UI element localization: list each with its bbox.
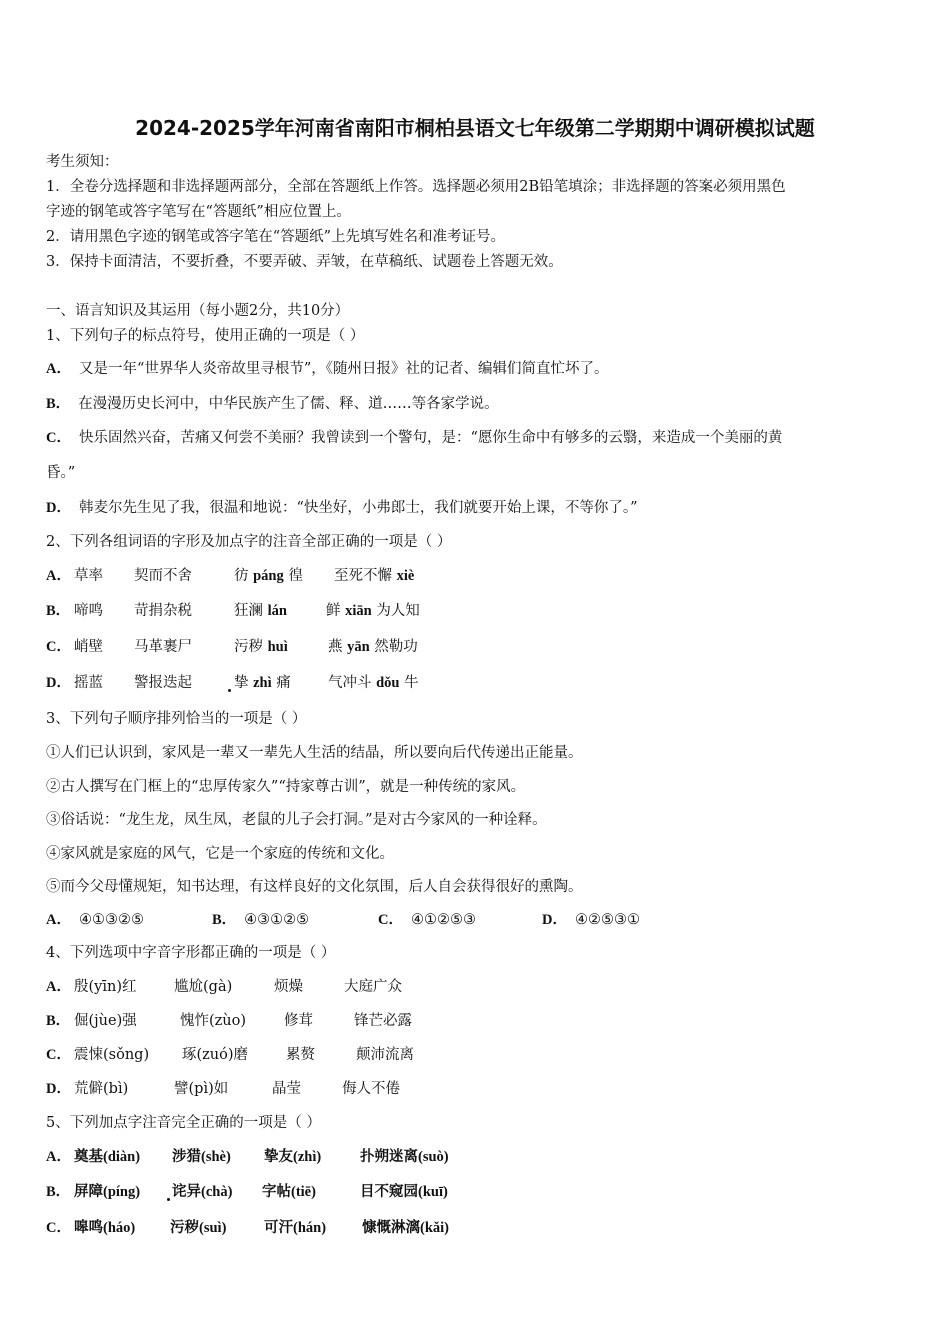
answer-option-a[interactable] bbox=[46, 359, 609, 379]
word: 气冲斗 bbox=[328, 675, 372, 691]
answer-option-c[interactable] bbox=[378, 910, 476, 930]
word: 啼鸣 bbox=[74, 603, 103, 619]
answer-option-d[interactable] bbox=[46, 673, 419, 693]
pinyin: huì bbox=[267, 639, 288, 655]
option-label: B． bbox=[46, 396, 71, 412]
page-title: 2024-2025学年河南省南阳市桐柏县语文七年级第二学期期中调研模拟试题 bbox=[135, 116, 815, 140]
word: 污秽 bbox=[234, 639, 263, 655]
pinyin: xiè bbox=[396, 568, 415, 584]
answer-option-b[interactable] bbox=[46, 1182, 448, 1202]
option-text: ④①②⑤③ bbox=[410, 912, 476, 928]
section-heading: 一、语言知识及其运用（每小题2分，共10分） bbox=[46, 303, 350, 319]
option-label: D． bbox=[46, 675, 71, 691]
sentence: ①人们已认识到，家风是一辈又一辈先人生活的结晶，所以要向后代传递出正能量。 bbox=[46, 745, 583, 761]
pinyin: páng bbox=[253, 568, 284, 584]
word: 污秽(suì) bbox=[170, 1220, 227, 1236]
word: 修茸 bbox=[284, 1013, 313, 1029]
answer-option-a[interactable] bbox=[46, 910, 144, 930]
option-label: D． bbox=[542, 912, 567, 928]
answer-option-c[interactable] bbox=[46, 637, 418, 657]
option-label: C． bbox=[46, 430, 71, 446]
option-text: ④①③②⑤ bbox=[78, 912, 144, 928]
word: 尴尬(gà) bbox=[174, 979, 233, 995]
sentence: ⑤而今父母懂规矩，知书达理，有这样良好的文化氛围，后人自会获得很好的熏陶。 bbox=[46, 879, 583, 895]
word: 狂澜 bbox=[234, 603, 263, 619]
answer-option-d[interactable] bbox=[46, 498, 638, 518]
word: 屏障(píng) bbox=[74, 1184, 141, 1200]
answer-option-b[interactable] bbox=[46, 394, 499, 414]
pinyin: xiān bbox=[345, 603, 372, 619]
answer-option-c[interactable] bbox=[46, 1218, 449, 1238]
option-text: 快乐固然兴奋，苦痛又何尝不美丽？我曾读到一个警句，是：“愿你生命中有够多的云翳，来造成一个美丽的黄 bbox=[78, 430, 783, 446]
word: 可汗(hán) bbox=[264, 1220, 327, 1236]
option-label: C． bbox=[46, 639, 71, 655]
word: 字帖(tiē) bbox=[262, 1184, 316, 1200]
word: 震悚(sǒng) bbox=[74, 1047, 150, 1063]
word: 大庭广众 bbox=[344, 979, 402, 995]
word: 扑朔迷离(suò) bbox=[360, 1149, 449, 1165]
word: 烦燥 bbox=[274, 979, 303, 995]
option-text: 在漫漫历史长河中，中华民族产生了儒、释、道……等各家学说。 bbox=[78, 396, 499, 412]
word: 譬(pì)如 bbox=[174, 1081, 229, 1097]
pinyin: zhì bbox=[253, 675, 272, 691]
option-label: C． bbox=[46, 1220, 71, 1236]
option-label: A． bbox=[46, 912, 71, 928]
word: 摇蓝 bbox=[74, 675, 103, 691]
word: 愧怍(zùo) bbox=[180, 1013, 247, 1029]
notice-item: 3．保持卡面清洁，不要折叠，不要弄破、弄皱，在草稿纸、试题卷上答题无效。 bbox=[46, 254, 563, 270]
word: 彷 bbox=[234, 568, 249, 584]
option-text: 又是一年“世界华人炎帝故里寻根节”，《随州日报》社的记者、编辑们简直忙坏了。 bbox=[78, 361, 609, 377]
question-stem: 2、下列各组词语的字形及加点字的注音全部正确的一项是（ ） bbox=[46, 534, 452, 550]
pinyin: lán bbox=[267, 603, 287, 619]
answer-option-a[interactable] bbox=[46, 566, 415, 586]
answer-option-c[interactable] bbox=[46, 428, 782, 448]
sentence: ③俗话说：“龙生龙，凤生凤，老鼠的儿子会打洞。”是对古今家风的一种诠释。 bbox=[46, 812, 547, 828]
pinyin: yān bbox=[347, 639, 370, 655]
notice-item: 字迹的钢笔或答字笔写在“答题纸”相应位置上。 bbox=[46, 204, 351, 220]
emphasis-dot bbox=[228, 689, 231, 692]
word: 牛 bbox=[404, 675, 419, 691]
option-text-continued: 昏。” bbox=[46, 465, 76, 481]
word: 契而不舍 bbox=[134, 568, 192, 584]
word: 马革裹尸 bbox=[134, 639, 192, 655]
answer-option-b[interactable] bbox=[46, 601, 420, 621]
option-label: A． bbox=[46, 568, 71, 584]
notice-item: 2．请用黑色字迹的钢笔或答字笔在“答题纸”上先填写姓名和准考证号。 bbox=[46, 229, 506, 245]
word: 涉猎(shè) bbox=[172, 1149, 231, 1165]
word: 锋芒必露 bbox=[354, 1013, 412, 1029]
option-label: C． bbox=[46, 1047, 71, 1063]
option-label: A． bbox=[46, 1149, 71, 1165]
word: 至死不懈 bbox=[334, 568, 392, 584]
word: 嗥鸣(háo) bbox=[74, 1220, 136, 1236]
word: 侮人不倦 bbox=[342, 1081, 400, 1097]
option-label: C． bbox=[378, 912, 403, 928]
word: 鲜 bbox=[326, 603, 341, 619]
word: 琢(zuó)磨 bbox=[182, 1047, 249, 1063]
sentence: ②古人撰写在门框上的“忠厚传家久”“持家尊古训”，就是一种传统的家风。 bbox=[46, 779, 526, 795]
question-stem: 1、下列句子的标点符号，使用正确的一项是（ ） bbox=[46, 328, 365, 344]
answer-option-c[interactable] bbox=[46, 1045, 414, 1065]
notice-item: 1．全卷分选择题和非选择题两部分，全部在答题纸上作答。选择题必须用2B铅笔填涂；非选择题的答案必须用黑色 bbox=[46, 179, 786, 195]
answer-option-d[interactable] bbox=[542, 910, 640, 930]
option-label: B． bbox=[212, 912, 237, 928]
word: 徨 bbox=[288, 568, 303, 584]
word: 挚友(zhì) bbox=[264, 1149, 322, 1165]
answer-option-a[interactable] bbox=[46, 1147, 449, 1167]
word: 挚 bbox=[234, 675, 249, 691]
word: 诧异(chà) bbox=[172, 1184, 233, 1200]
question-stem: 5、下列加点字注音完全正确的一项是（ ） bbox=[46, 1115, 321, 1131]
option-label: B． bbox=[46, 603, 71, 619]
word: 慷慨淋漓(kǎi) bbox=[362, 1220, 449, 1236]
word: 警报迭起 bbox=[134, 675, 192, 691]
word: 晶莹 bbox=[272, 1081, 301, 1097]
word: 草率 bbox=[74, 568, 103, 584]
option-label: D． bbox=[46, 1081, 71, 1097]
word: 奠基(diàn) bbox=[74, 1149, 141, 1165]
option-label: B． bbox=[46, 1184, 71, 1200]
word: 燕 bbox=[328, 639, 343, 655]
option-label: B． bbox=[46, 1013, 71, 1029]
option-label: A． bbox=[46, 979, 71, 995]
answer-option-a[interactable] bbox=[46, 977, 402, 997]
answer-option-d[interactable] bbox=[46, 1079, 400, 1099]
answer-option-b[interactable] bbox=[212, 910, 309, 930]
word: 殷(yīn)红 bbox=[74, 979, 137, 995]
answer-option-b[interactable] bbox=[46, 1011, 412, 1031]
word: 峭壁 bbox=[74, 639, 103, 655]
pinyin: dǒu bbox=[376, 675, 400, 691]
word: 痛 bbox=[276, 675, 291, 691]
sentence: ④家风就是家庭的风气，它是一个家庭的传统和文化。 bbox=[46, 846, 394, 862]
word: 苛捐杂税 bbox=[134, 603, 192, 619]
option-text: ④②⑤③① bbox=[574, 912, 640, 928]
word: 目不窥园(kuī) bbox=[360, 1184, 448, 1200]
question-stem: 4、下列选项中字音字形都正确的一项是（ ） bbox=[46, 945, 336, 961]
emphasis-dot bbox=[167, 1198, 170, 1201]
option-label: A． bbox=[46, 361, 71, 377]
option-text: 韩麦尔先生见了我，很温和地说：“快坐好，小弗郎士，我们就要开始上课，不等你了。” bbox=[78, 500, 638, 516]
question-stem: 3、下列句子顺序排列恰当的一项是（ ） bbox=[46, 711, 307, 727]
word: 倔(jùe)强 bbox=[74, 1013, 137, 1029]
word: 颠沛流离 bbox=[356, 1047, 414, 1063]
option-label: D． bbox=[46, 500, 71, 516]
notice-heading: 考生须知： bbox=[46, 154, 119, 170]
word: 累赘 bbox=[286, 1047, 315, 1063]
word: 然勒功 bbox=[374, 639, 418, 655]
word: 为人知 bbox=[376, 603, 420, 619]
word: 荒僻(bì) bbox=[74, 1081, 129, 1097]
option-text: ④③①②⑤ bbox=[244, 912, 310, 928]
